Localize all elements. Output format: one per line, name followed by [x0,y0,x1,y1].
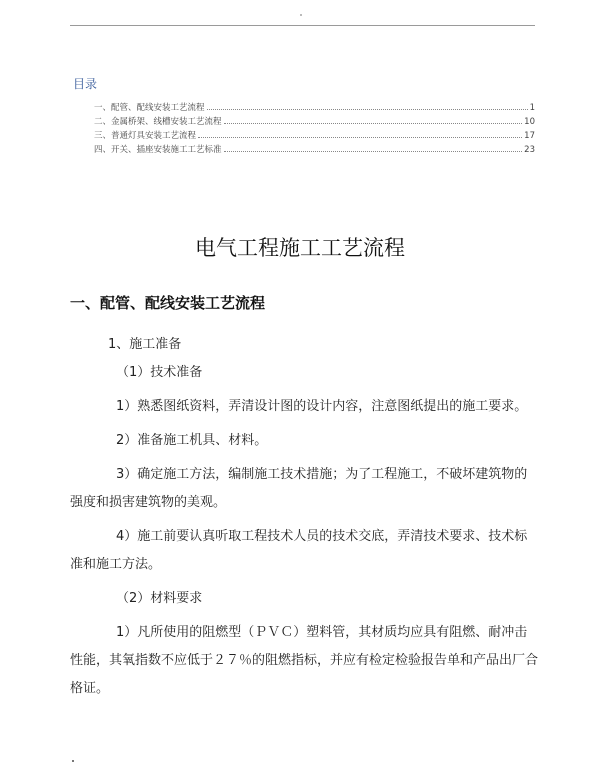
tech-prep-heading: （1）技术准备 [116,365,203,380]
table-of-contents [94,99,535,155]
toc-leader-dots [207,109,528,110]
toc-entry[interactable] [94,113,535,127]
toc-entry-text: 三、普通灯具安装工艺流程 [94,131,197,141]
toc-entry-page: 23 [524,145,535,155]
toc-entry[interactable] [94,127,535,141]
header-dot [300,14,302,16]
toc-title: 目录 [73,77,98,91]
tech-item: 2）准备施工机具、材料。 [116,433,268,448]
toc-entry-text: 四、开关、插座安装施工工艺标准 [94,145,222,155]
material-heading: （2）材料要求 [116,591,203,606]
toc-leader-dots [224,151,523,152]
tech-item: 1）熟悉图纸资料，弄清设计图的设计内容，注意图纸提出的施工要求。 [116,399,528,414]
footer-dot [72,760,74,762]
toc-entry[interactable] [94,99,535,113]
tech-item: 3）确定施工方法，编制施工技术措施；为了工程施工，不破坏建筑物的强度和损害建筑物的美观。 [70,467,528,510]
toc-entry-page: 10 [524,117,535,127]
tech-item: 4）施工前要认真听取工程技术人员的技术交底，弄清技术要求、技术标准和施工方法。 [70,529,528,572]
header-rule [70,25,535,26]
subsection-heading: 1、施工准备 [108,337,182,352]
toc-leader-dots [198,137,522,138]
document-body [70,331,538,703]
toc-entry[interactable] [94,141,535,155]
document-title: 电气工程施工工艺流程 [195,236,405,260]
section-heading: 一、配管、配线安装工艺流程 [70,294,266,312]
toc-entry-page: 17 [524,131,535,141]
toc-entry-text: 一、配管、配线安装工艺流程 [94,103,205,113]
material-item: 1）凡所使用的阻燃型（ＰＶＣ）塑料管，其材质均应具有阻燃、耐冲击性能，其氧指数不应低于２７％的阻燃指标，并应有检定检验报告单和产品出厂合格证。 [70,625,539,696]
toc-entry-text: 二、金属桥架、线槽安装工艺流程 [94,117,222,127]
toc-leader-dots [224,123,523,124]
toc-entry-page: 1 [529,103,535,113]
